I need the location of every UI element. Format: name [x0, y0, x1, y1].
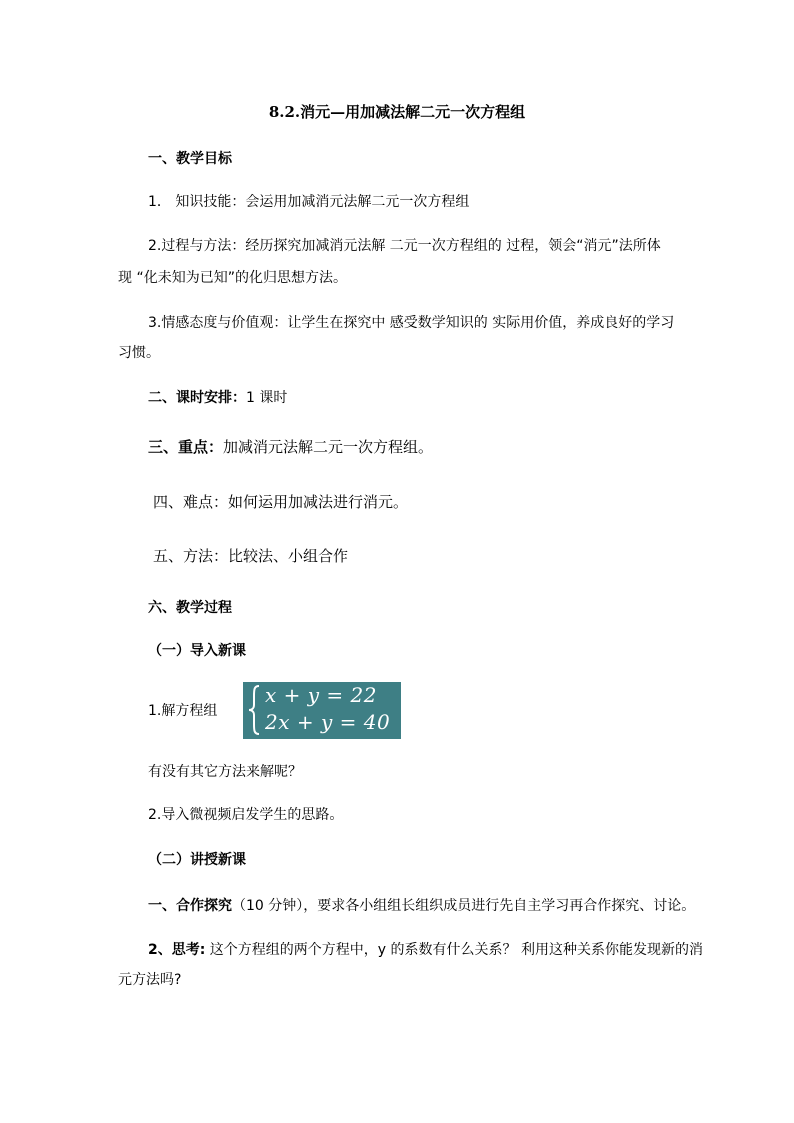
goal-attitude-line1: 3.情感态度与价值观：让学生在探究中 感受数学知识的 实际用价值，养成良好的学习 — [148, 315, 675, 331]
teach-heading: （二）讲授新课 — [148, 852, 246, 868]
brace-icon — [248, 684, 262, 736]
think-text: 这个方程组的两个方程中，y 的系数有什么关系？ 利用这种关系你能发现新的消 — [205, 942, 703, 958]
goals-heading: 一、教学目标 — [148, 151, 232, 167]
schedule-value: 1 课时 — [246, 390, 288, 406]
key-point-line — [148, 437, 433, 457]
solve-label: 1.解方程组 — [148, 703, 218, 719]
cooperation-label: 一、合作探究 — [148, 898, 232, 914]
goal-attitude-line2: 习惯。 — [118, 345, 160, 361]
intro-heading: （一）导入新课 — [148, 643, 246, 659]
schedule-line — [148, 388, 287, 408]
goal-process-line2: 现 “化未知为已知”的化归思想方法。 — [118, 270, 347, 286]
difficulty-line: 四、难点：如何运用加减法进行消元。 — [153, 493, 409, 511]
cooperation-line — [148, 896, 695, 916]
key-point-value: 加减消元法解二元一次方程组。 — [223, 438, 434, 456]
think-line1 — [148, 940, 703, 960]
cooperation-value: （10 分钟），要求各小组组长组织成员进行先自主学习再合作探究、讨论。 — [232, 898, 696, 914]
equation-2: 2x + y = 40 — [265, 710, 391, 734]
schedule-label: 二、课时安排： — [148, 390, 246, 406]
method-line: 五、方法：比较法、小组合作 — [153, 547, 349, 565]
think-label: 2、思考: — [148, 942, 206, 958]
process-heading: 六、教学过程 — [148, 600, 232, 616]
other-methods-question: 有没有其它方法来解呢？ — [148, 764, 302, 780]
goal-knowledge: 1． 知识技能：会运用加减消元法解二元一次方程组 — [148, 194, 470, 210]
key-point-label: 三、重点： — [148, 438, 224, 456]
video-line: 2.导入微视频启发学生的思路。 — [148, 807, 344, 823]
goal-process-line1: 2.过程与方法：经历探究加减消元法解 二元一次方程组的 过程，领会“消元”法所体 — [148, 238, 661, 254]
document-title: 8.2.消元—用加减法解二元一次方程组 — [268, 103, 526, 121]
think-line2: 元方法吗? — [118, 972, 182, 988]
equation-system-image — [243, 682, 401, 739]
equation-1: x + y = 22 — [265, 683, 377, 707]
